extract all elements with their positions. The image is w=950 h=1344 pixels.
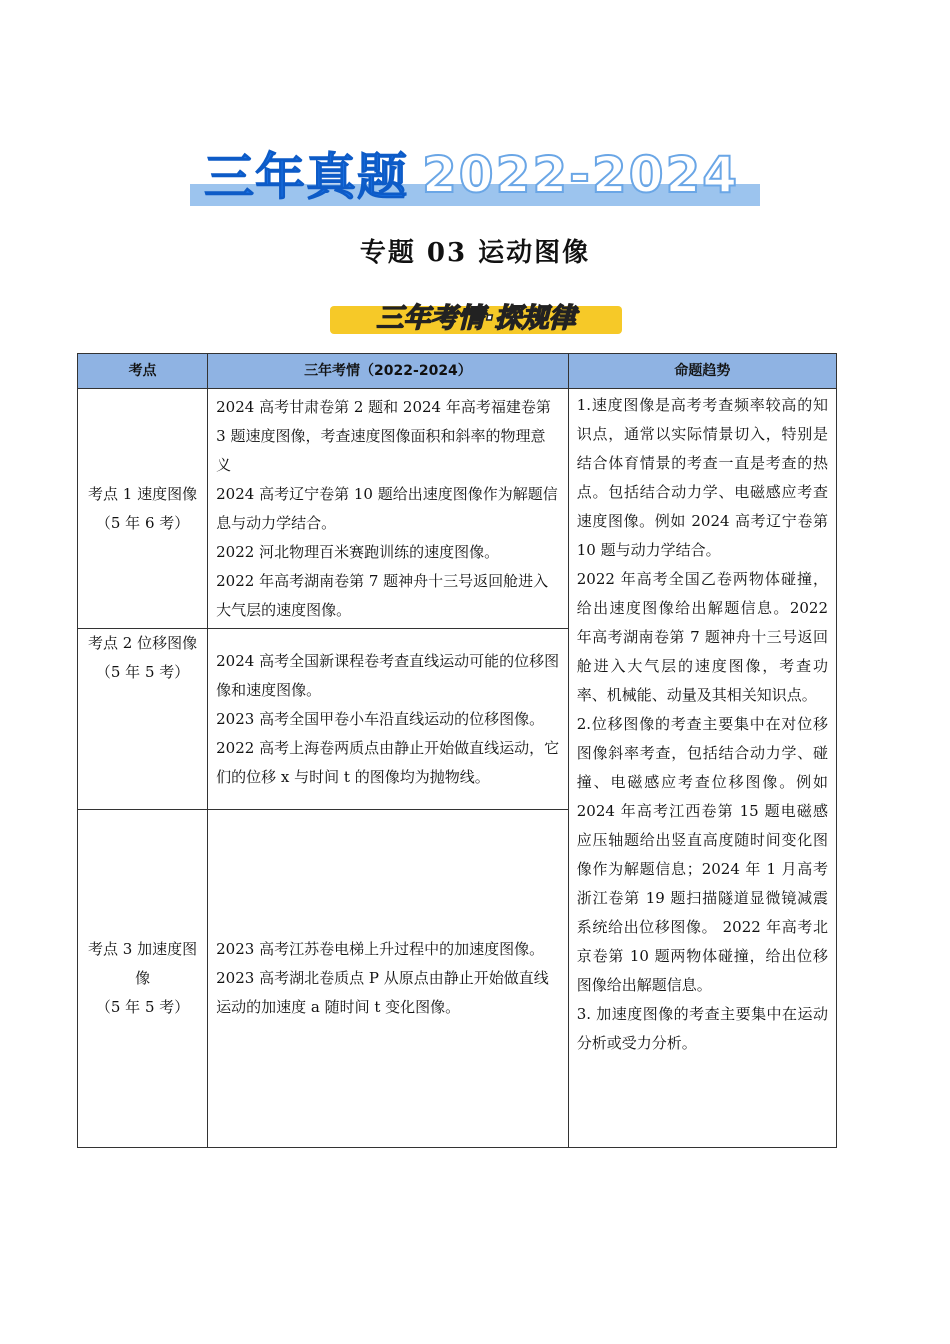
point-cell <box>78 389 208 629</box>
point-name: 考点 3 加速度图像 <box>88 940 198 987</box>
point-count: （5 年 5 考） <box>95 998 190 1016</box>
header-banner <box>190 146 760 208</box>
trend-cell <box>568 389 836 1148</box>
point-cell <box>78 629 208 810</box>
exam-summary-table <box>77 353 837 1148</box>
exam-info-cell <box>208 629 569 810</box>
subtitle-badge <box>330 300 622 338</box>
point-name: 考点 2 位移图像 <box>88 634 198 652</box>
list-item: 2024 高考全国新课程卷考查直线运动可能的位移图像和速度图像。 <box>216 651 560 699</box>
banner-years-text: 2022-2024 <box>422 146 740 204</box>
header-exam-info: 三年考情（2022-2024） <box>208 354 569 389</box>
trend-paragraph: 1.速度图像是高考考查频率较高的知识点，通常以实际情景切入，特别是结合体育情景的考查一直是考查的热点。包括结合动力学、电磁感应考查速度图像。例如 2024 高考辽宁卷第 10 题与动力学结合。 <box>576 396 828 559</box>
list-item: 2024 高考辽宁卷第 10 题给出速度图像作为解题信息与动力学结合。 <box>216 484 558 532</box>
table-row <box>78 389 837 629</box>
trend-paragraph: 2022 年高考全国乙卷两物体碰撞，给出速度图像给出解题信息。2022 年高考湖南卷第 7 题神舟十三号返回舱进入大气层的速度图像，考查功率、机械能、动量及其相关知识点。 <box>576 570 828 704</box>
table-header-row <box>78 354 837 389</box>
list-item: 2024 高考甘肃卷第 2 题和 2024 年高考福建卷第 3 题速度图像，考查速度图像面积和斜率的物理意义 <box>216 397 551 474</box>
list-item: 2023 高考湖北卷质点 P 从原点由静止开始做直线运动的加速度 a 随时间 t 变化图像。 <box>216 969 549 1016</box>
list-item: 2022 年高考湖南卷第 7 题神舟十三号返回舱进入大气层的速度图像。 <box>216 571 549 619</box>
trend-paragraph: 2.位移图像的考查主要集中在对位移图像斜率考查，包括结合动力学、碰撞、电磁感应考查位移图像。例如 2024 年高考江西卷第 15 题电磁感应压轴题给出竖直高度随时间变化图像作为解题信息；2024 年 1 月高考浙江卷第 19 题扫描隧道显微镜减震系统给出位移图像。 2022 年高考北京卷第 10 题两物体碰撞，给出位移图像给出解题信息。 <box>576 715 828 994</box>
list-item: 2022 高考上海卷两质点由静止开始做直线运动，它们的位移 x 与时间 t 的图像均为抛物线。 <box>216 738 560 786</box>
subtitle-text: 三年考情·探规律 <box>376 303 576 334</box>
exam-info-cell <box>208 389 569 629</box>
exam-info-cell <box>208 810 569 1148</box>
point-count: （5 年 5 考） <box>95 663 190 681</box>
banner-main-text: 三年真题 <box>204 148 408 206</box>
header-trend: 命题趋势 <box>568 354 836 389</box>
header-point: 考点 <box>78 354 208 389</box>
point-cell <box>78 810 208 1148</box>
point-count: （5 年 6 考） <box>95 513 190 532</box>
list-item: 2022 河北物理百米赛跑训练的速度图像。 <box>216 542 500 561</box>
trend-paragraph: 3. 加速度图像的考查主要集中在运动分析或受力分析。 <box>576 1005 828 1052</box>
list-item: 2023 高考全国甲卷小车沿直线运动的位移图像。 <box>216 709 545 728</box>
document-title: 专题 03 运动图像 <box>359 238 591 268</box>
point-name: 考点 1 速度图像 <box>88 484 198 503</box>
list-item: 2023 高考江苏卷电梯上升过程中的加速度图像。 <box>216 940 545 958</box>
